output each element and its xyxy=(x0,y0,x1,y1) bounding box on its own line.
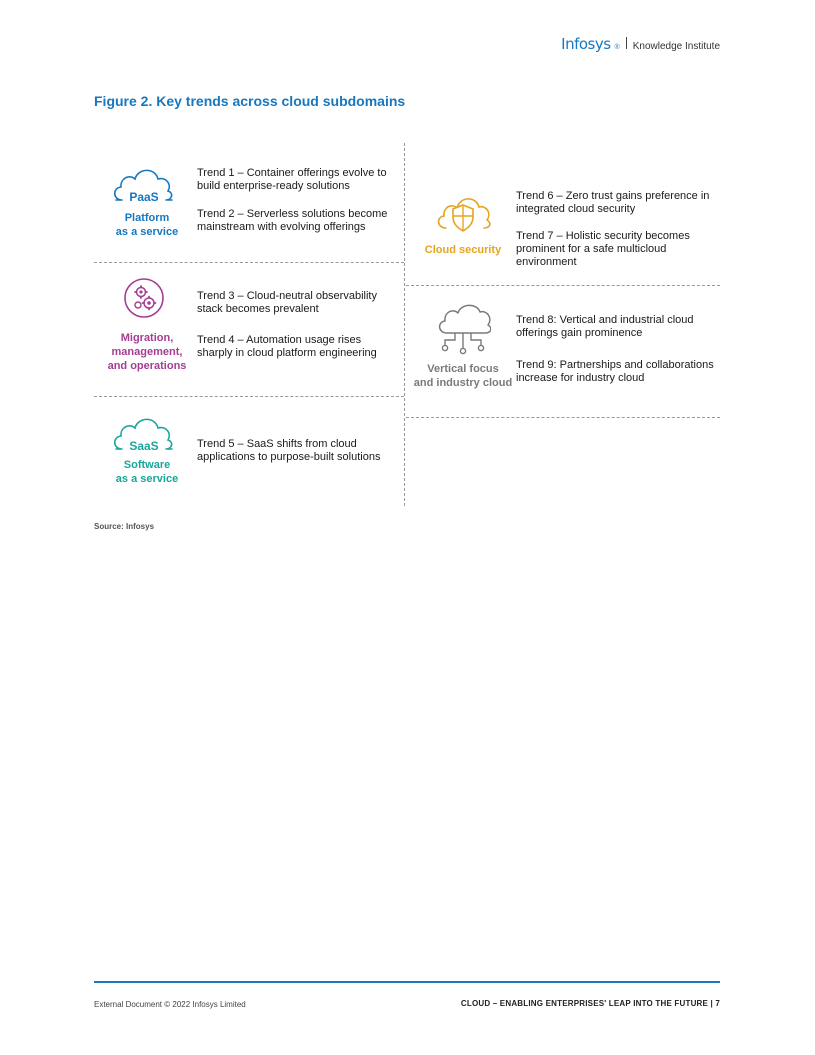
cloud-network-icon xyxy=(435,303,491,357)
divider-left-2 xyxy=(94,396,404,397)
saas-label xyxy=(92,458,202,486)
trend-1: Trend 1 – Container offerings evolve to build enterprise-ready solutions xyxy=(197,167,387,192)
gears-icon xyxy=(123,277,165,319)
paas-icon-text: PaaS xyxy=(129,190,159,204)
logo-brand: Infosys xyxy=(561,35,611,53)
saas-cloud-icon xyxy=(108,409,180,457)
saas-icon-text: SaaS xyxy=(129,439,159,453)
footer-rule xyxy=(94,981,720,983)
trend-6: Trend 6 – Zero trust gains preference in integrated cloud security xyxy=(516,190,710,215)
trend-2: Trend 2 – Serverless solutions become mainstream with evolving offerings xyxy=(197,208,388,233)
logo-subtitle: Knowledge Institute xyxy=(632,41,720,52)
footer-page-title: CLOUD – ENABLING ENTERPRISES' LEAP INTO THE FUTURE | 7 xyxy=(460,999,720,1008)
trend-8: Trend 8: Vertical and industrial cloud offerings gain prominence xyxy=(516,314,694,339)
saas-label-line1: Software xyxy=(123,459,171,471)
cloud-security-label xyxy=(408,243,518,257)
footer-copyright: External Document © 2022 Infosys Limited xyxy=(94,1000,246,1009)
trend-7: Trend 7 – Holistic security becomes prominent for a safe multicloud environment xyxy=(516,230,690,268)
migration-label-line3: and operations xyxy=(107,360,187,372)
figure-title: Figure 2. Key trends across cloud subdomains xyxy=(94,93,406,109)
paas-cloud-icon xyxy=(108,160,180,208)
trend-4: Trend 4 – Automation usage rises sharply in cloud platform engineering xyxy=(197,334,377,359)
logo-registered-mark: ® xyxy=(614,44,620,51)
migration-label-line2: management, xyxy=(111,346,183,358)
vertical-focus-label-line1: Vertical focus xyxy=(427,363,499,375)
cloud-shield-icon xyxy=(434,190,492,236)
migration-label-line1: Migration, xyxy=(120,332,174,344)
paas-label-line2: as a service xyxy=(115,226,179,238)
paas-label xyxy=(92,211,202,239)
trend-9: Trend 9: Partnerships and collaborations increase for industry cloud xyxy=(516,359,714,384)
divider-right-1 xyxy=(406,285,720,286)
infosys-logo xyxy=(561,35,720,53)
trend-5: Trend 5 – SaaS shifts from cloud applications to purpose-built solutions xyxy=(197,438,381,463)
vertical-focus-label xyxy=(408,362,518,390)
saas-label-line2: as a service xyxy=(115,473,179,485)
migration-label xyxy=(92,331,202,373)
vertical-divider xyxy=(404,143,405,506)
cloud-security-label-line1: Cloud security xyxy=(424,244,502,256)
vertical-focus-label-line2: and industry cloud xyxy=(413,377,513,389)
logo-separator xyxy=(626,37,627,49)
divider-left-1 xyxy=(94,262,404,263)
trend-3: Trend 3 – Cloud-neutral observability stack becomes prevalent xyxy=(197,290,377,315)
divider-right-2 xyxy=(406,417,720,418)
source-note: Source: Infosys xyxy=(94,522,155,531)
paas-label-line1: Platform xyxy=(124,212,170,224)
